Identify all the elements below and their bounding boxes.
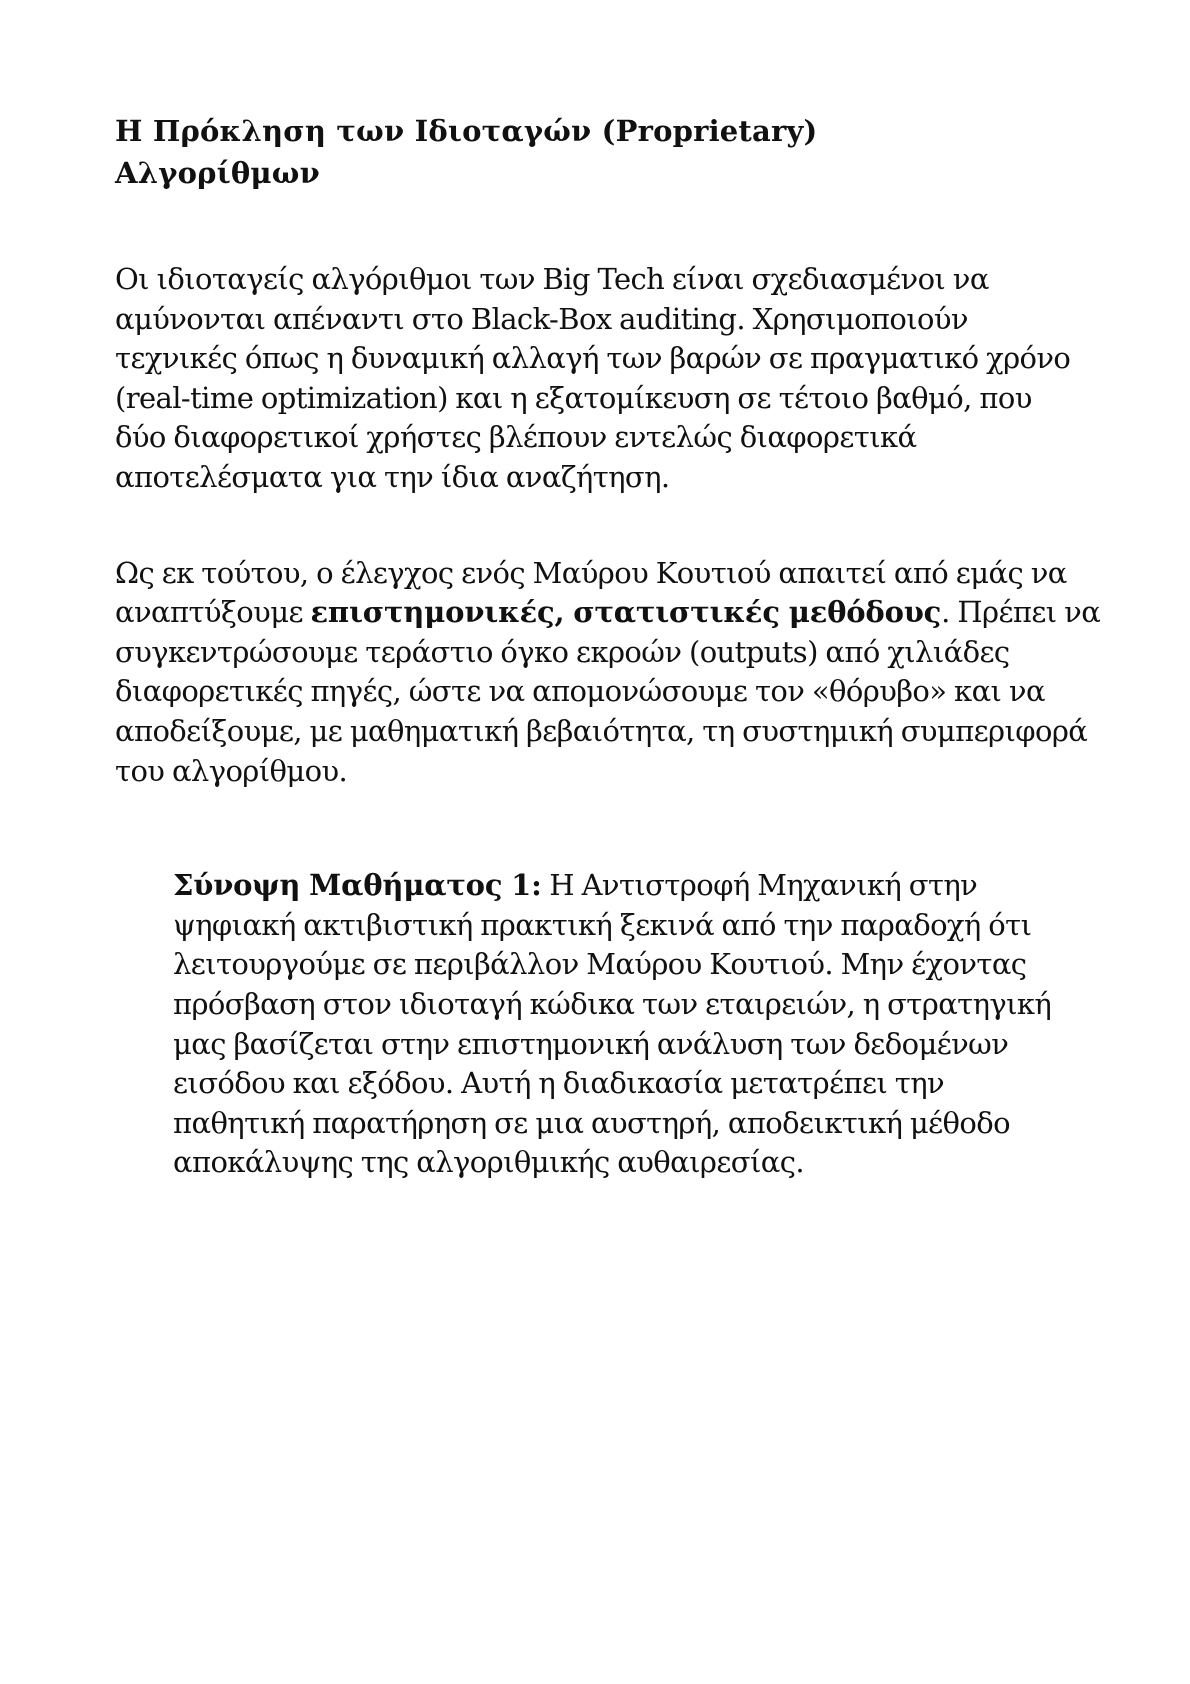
summary-text: Η Αντιστροφή Μηχανική στην ψηφιακή ακτιβιστική πρακτική ξεκινά από την παραδοχή ότι λειτουργούμε σε περιβάλλον Μαύρου Κουτιού. Μην έχοντας πρόσβαση στον ιδιοταγή κώδικα των εταιρειών, η στρατηγική μας βασίζεται στην επιστημονική ανάλυση των δεδομένων εισόδου και εξόδου. Αυτή η διαδικασία μετατρέπει την παθητική παρατήρηση σε μια αυστηρή, αποδεικτική μέθοδο αποκάλυψης της αλγοριθμικής αυθαιρεσίας. [173, 868, 1052, 1180]
paragraph-statistical-methods [115, 554, 1105, 792]
document-page [115, 110, 1101, 1212]
paragraph-intro-text: Ως εκ τούτου, ο έλεγχος ενός Μαύρου Κουτιού απαιτεί από εμάς να αναπτύξουμε [115, 555, 1067, 630]
section-heading: Η Πρόκληση των Ιδιοταγών (Proprietary) Αλγορίθμων [115, 114, 818, 190]
summary-label: Σύνοψη Μαθήματος 1: [173, 868, 542, 903]
emphasized-text: επιστημονικές, στατιστικές μεθόδους [310, 595, 942, 630]
paragraph-proprietary-algorithms: Οι ιδιοταγείς αλγόριθμοι των Big Tech είναι σχεδιασμένοι να αμύνονται απέναντι στο Black-Box auditing. Χρησιμοποιούν τεχνικές όπως η δυναμική αλλαγή των βαρών σε πραγματικό χρόνο (real-time optimization) και η εξατομίκευση σε τέτοιο βαθμό, που δύο διαφορετικοί χρήστες βλέπουν εντελώς διαφορετικά αποτελέσματα για την ίδια αναζήτηση. [115, 262, 1071, 494]
paragraph-rest-text: . Πρέπει να συγκεντρώσουμε τεράστιο όγκο εκροών (outputs) από χιλιάδες διαφορετικές πηγές, ώστε να απομονώσουμε τον «θόρυβο» και να αποδείξουμε, με μαθηματική βεβαιότητα, τη συστημική συμπεριφορά του αλγορίθμου. [115, 595, 1101, 788]
lesson-summary [173, 866, 1053, 1183]
